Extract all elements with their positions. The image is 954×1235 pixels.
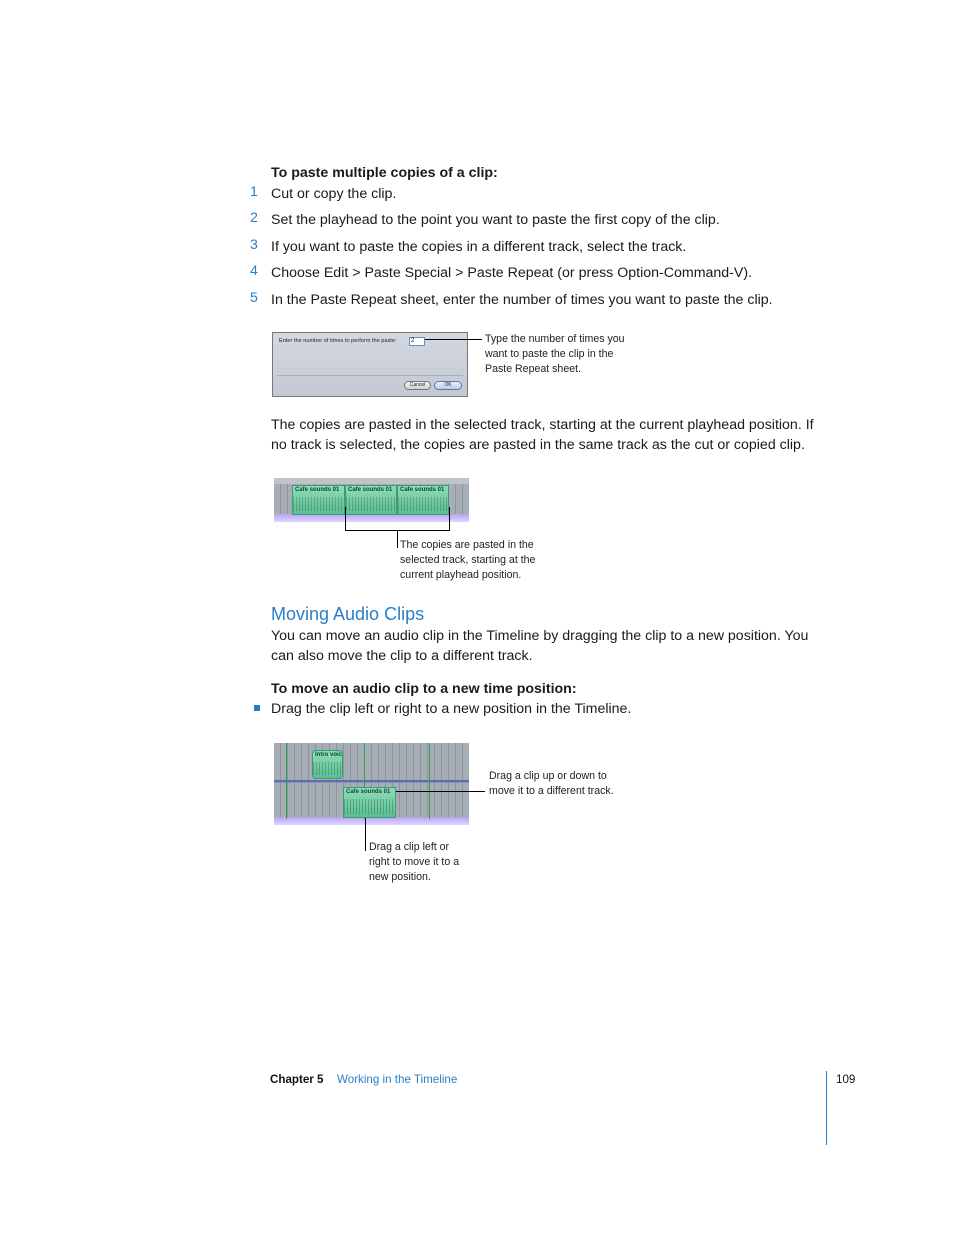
audio-clip[interactable]: Intro voic bbox=[312, 750, 343, 779]
timeline bbox=[274, 743, 469, 825]
step-text: If you want to paste the copies in a different track, select the track. bbox=[271, 239, 687, 255]
audio-clip[interactable]: Cafe sounds 01 bbox=[292, 485, 345, 515]
footer-chapter: Chapter 5 bbox=[270, 1073, 324, 1086]
cancel-button[interactable]: Cancel bbox=[404, 381, 431, 390]
callout-text: Drag a clip up or down to move it to a different track. bbox=[489, 770, 614, 797]
step-number: 5 bbox=[250, 290, 258, 306]
step-text: Cut or copy the clip. bbox=[271, 186, 397, 202]
step-text: Choose Edit > Paste Special > Paste Repeat (or press Option-Command-V). bbox=[271, 265, 753, 281]
selected-track-highlight bbox=[274, 514, 469, 522]
step-number: 2 bbox=[250, 210, 258, 226]
paste-count-field[interactable]: 2 bbox=[409, 337, 425, 346]
page-number: 109 bbox=[836, 1073, 856, 1086]
dialog-prompt: Enter the number of times to perform the paste: bbox=[279, 338, 397, 344]
callout-leader bbox=[425, 339, 482, 340]
section-title: Moving Audio Clips bbox=[271, 604, 425, 624]
step-text: In the Paste Repeat sheet, enter the number of times you want to paste the clip. bbox=[271, 292, 773, 308]
callout-leader bbox=[365, 818, 366, 851]
bullet-icon bbox=[254, 705, 260, 711]
callout-text: The copies are pasted in the selected track, starting at the current playhead position. bbox=[400, 539, 536, 581]
section-intro: You can move an audio clip in the Timeline by dragging the clip to a new position. You can also move the clip to a different track. bbox=[271, 628, 809, 664]
bracket-left bbox=[345, 507, 346, 530]
marker-line bbox=[429, 743, 430, 819]
callout-leader bbox=[396, 791, 485, 792]
footer-chapter-title: Working in the Timeline bbox=[337, 1073, 458, 1086]
step-number: 1 bbox=[250, 184, 258, 200]
footer-rule bbox=[826, 1071, 827, 1145]
callout-text: Drag a clip left or right to move it to a new position. bbox=[369, 841, 460, 883]
procedure-heading: To move an audio clip to a new time position: bbox=[271, 681, 577, 697]
step-text: Set the playhead to the point you want to paste the first copy of the clip. bbox=[271, 212, 720, 228]
paste-repeat-sheet bbox=[272, 332, 468, 397]
timeline-track-upper bbox=[274, 743, 469, 781]
track-divider bbox=[274, 780, 469, 782]
bullet-text: Drag the clip left or right to a new position in the Timeline. bbox=[271, 701, 632, 717]
step-number: 3 bbox=[250, 237, 258, 253]
procedure-heading: To paste multiple copies of a clip: bbox=[271, 165, 498, 181]
selected-track-highlight bbox=[274, 817, 469, 825]
timeline-track bbox=[274, 478, 469, 522]
callout-text: Type the number of times you want to paste the clip in the Paste Repeat sheet. bbox=[485, 333, 625, 375]
dialog-divider bbox=[277, 375, 463, 376]
step-number: 4 bbox=[250, 263, 258, 279]
audio-clip[interactable]: Cafe sounds 01 bbox=[345, 485, 397, 515]
audio-clip[interactable]: Cafe sounds 01 bbox=[343, 787, 396, 818]
ok-button[interactable]: OK bbox=[434, 381, 462, 390]
audio-clip[interactable]: Cafe sounds 01 bbox=[397, 485, 449, 515]
bracket-right bbox=[449, 507, 450, 530]
body-paragraph: The copies are pasted in the selected track, starting at the current playhead position. If no track is selected, the copies are pasted in the same track as the cut or copied clip. bbox=[271, 417, 814, 453]
marker-line bbox=[286, 743, 287, 819]
callout-leader bbox=[397, 530, 398, 548]
timeline-ruler bbox=[274, 478, 469, 484]
